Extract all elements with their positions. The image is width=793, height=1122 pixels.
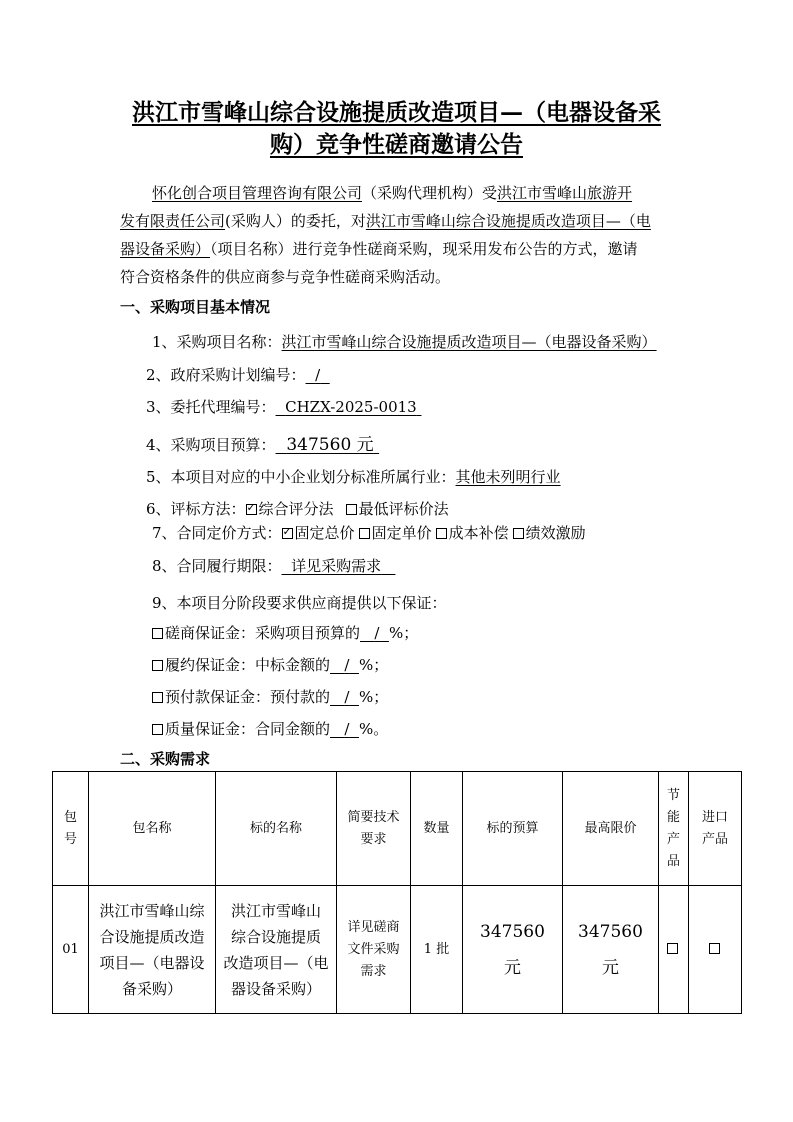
intro-line1: 怀化创合项目管理咨询有限公司（采购代理机构）受洪江市雪峰山旅游开 bbox=[152, 184, 633, 202]
header-budget: 标的预算 bbox=[463, 772, 563, 886]
cell-qty: 1 批 bbox=[411, 886, 463, 1014]
item9: 9、本项目分阶段要求供应商提供以下保证： bbox=[152, 594, 447, 612]
guarantee-bid: 磋商保证金：采购项目预算的 / %； bbox=[152, 622, 418, 643]
header-pkg-name: 包名称 bbox=[89, 772, 216, 886]
header-energy: 节 能 产 品 bbox=[659, 772, 689, 886]
notice-title-line2: 购）竞争性磋商邀请公告 bbox=[270, 131, 523, 158]
item4-value: 347560 元 bbox=[286, 435, 374, 455]
item8: 8、合同履行期限： 详见采购需求 bbox=[152, 555, 395, 576]
item2: 2、政府采购计划编号： / bbox=[146, 364, 330, 385]
guarantee-advance: 预付款保证金：预付款的 / %； bbox=[152, 686, 388, 707]
header-import: 进口 产品 bbox=[689, 772, 742, 886]
cell-pkg-no: 01 bbox=[53, 886, 89, 1014]
checkbox-icon bbox=[152, 628, 163, 639]
table-header-row bbox=[53, 772, 742, 886]
buyer-name: 洪江市雪峰山旅游开 bbox=[497, 184, 633, 202]
checkbox-icon bbox=[152, 692, 163, 703]
cell-budget: 347560 元 bbox=[463, 886, 563, 1014]
cell-import bbox=[689, 886, 742, 1014]
cell-pkg-name: 洪江市雪峰山综 合设施提质改造 项目—（电器设 备采购） bbox=[89, 886, 216, 1014]
checkbox-icon bbox=[152, 724, 163, 735]
item5: 5、本项目对应的中小企业划分标准所属行业：其他未列明行业 bbox=[146, 468, 561, 486]
item2-value: / bbox=[315, 366, 321, 384]
header-max-price: 最高限价 bbox=[563, 772, 659, 886]
checkbox-icon bbox=[359, 528, 370, 539]
checkbox-checked-icon bbox=[246, 504, 257, 515]
intro-line4: 符合资格条件的供应商参与竞争性磋商采购活动。 bbox=[120, 268, 451, 286]
intro-line3: 器设备采购）（项目名称）进行竞争性磋商采购，现采用发布公告的方式，邀请 bbox=[120, 240, 638, 258]
item3: 3、委托代理编号： CHZX-2025-0013 bbox=[146, 396, 421, 417]
header-pkg-no: 包 号 bbox=[53, 772, 89, 886]
checkbox-icon bbox=[709, 943, 720, 954]
guarantee-quality: 质量保证金：合同金额的 / %。 bbox=[152, 718, 388, 739]
header-item-name: 标的名称 bbox=[216, 772, 337, 886]
item7: 7、合同定价方式：✓ 固定总价 固定单价 成本补偿 绩效激励 bbox=[152, 522, 586, 543]
item5-value: 其他未列明行业 bbox=[455, 468, 561, 486]
cell-tech: 详见磋商 文件采购 需求 bbox=[337, 886, 411, 1014]
item3-value: CHZX-2025-0013 bbox=[285, 398, 417, 416]
project-name: 洪江市雪峰山综合设施提质改造项目—（电 bbox=[365, 212, 651, 230]
item6: 6、评标方法：✓ 综合评分法 最低评标价法 bbox=[146, 498, 449, 519]
section1-heading: 一、采购项目基本情况 bbox=[120, 298, 271, 316]
table-row bbox=[53, 886, 742, 1014]
header-tech: 简要技术 要求 bbox=[337, 772, 411, 886]
item1-value: 洪江市雪峰山综合设施提质改造项目—（电器设备采购） bbox=[281, 333, 657, 351]
cell-energy bbox=[659, 886, 689, 1014]
guarantee-performance: 履约保证金：中标金额的 / %； bbox=[152, 654, 388, 675]
header-qty: 数量 bbox=[411, 772, 463, 886]
checkbox-icon bbox=[152, 660, 163, 671]
item4: 4、采购项目预算： 347560 元 bbox=[146, 430, 379, 455]
item8-value: 详见采购需求 bbox=[291, 557, 382, 575]
checkbox-icon bbox=[346, 504, 357, 515]
section2-heading: 二、采购需求 bbox=[120, 750, 211, 768]
item1: 1、采购项目名称：洪江市雪峰山综合设施提质改造项目—（电器设备采购） bbox=[152, 333, 657, 351]
checkbox-icon bbox=[436, 528, 447, 539]
notice-title-line1: 洪江市雪峰山综合设施提质改造项目—（电器设备采 bbox=[132, 99, 661, 126]
requirements-table bbox=[52, 771, 742, 1014]
agency-name: 怀化创合项目管理咨询有限公司 bbox=[152, 184, 363, 202]
intro-line2: 发有限责任公司(采购人）的委托，对洪江市雪峰山综合设施提质改造项目—（电 bbox=[120, 212, 651, 230]
checkbox-checked-icon bbox=[282, 528, 293, 539]
checkbox-icon bbox=[667, 943, 678, 954]
cell-max-price: 347560 元 bbox=[563, 886, 659, 1014]
checkbox-icon bbox=[513, 528, 524, 539]
cell-item-name: 洪江市雪峰山 综合设施提质 改造项目—（电 器设备采购） bbox=[216, 886, 337, 1014]
